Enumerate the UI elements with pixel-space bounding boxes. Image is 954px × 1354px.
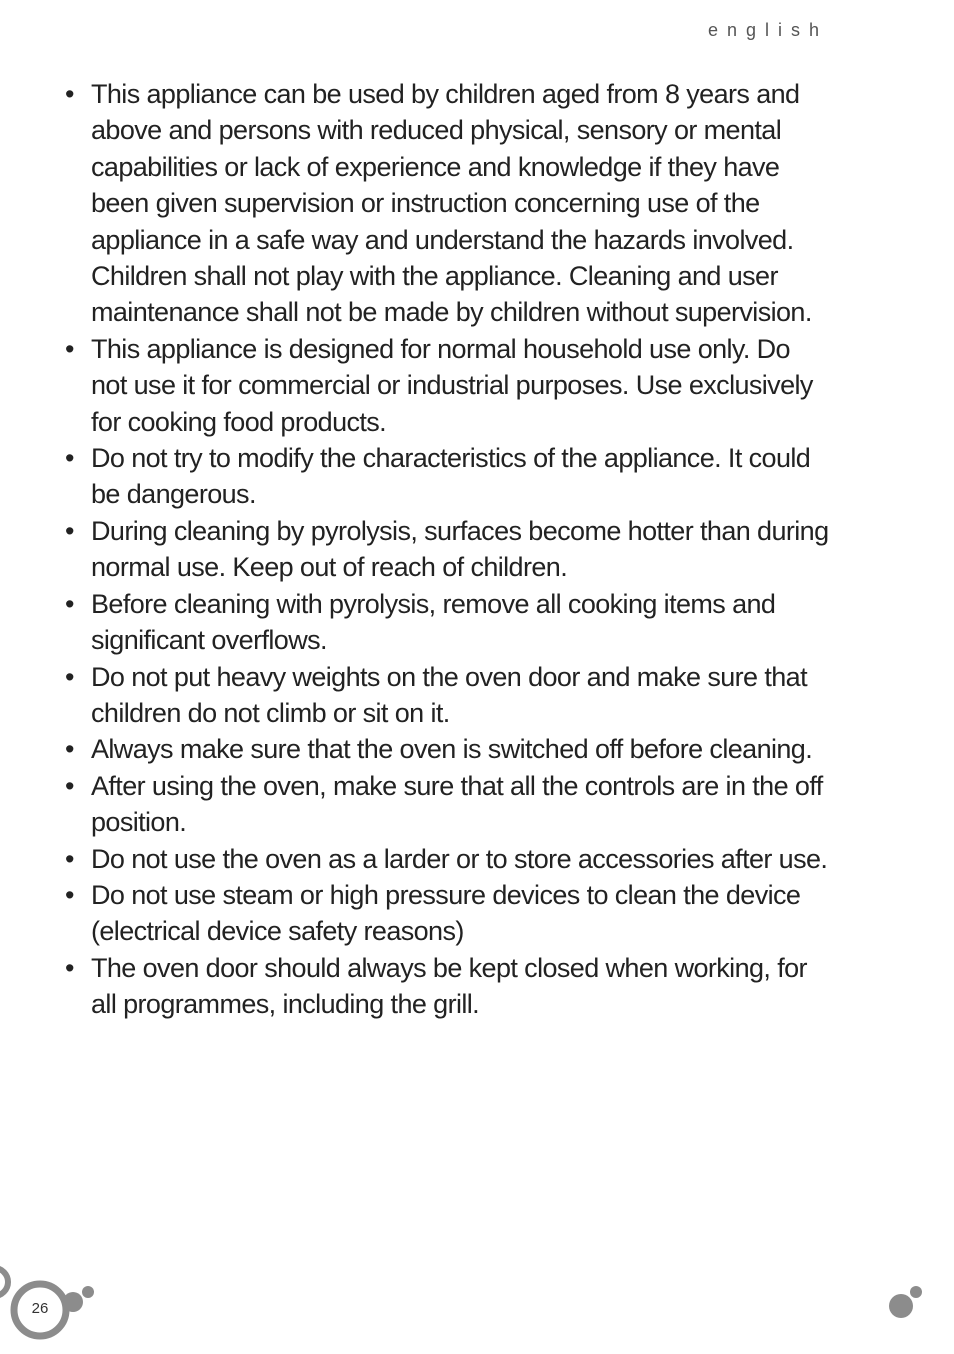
list-item (62, 440, 832, 513)
bullet-icon: • (65, 661, 74, 692)
list-item-text: This appliance can be used by children aged from 8 years and above and persons with reduced physical, sensory or mental capabilities or lack of experience and knowledge if they have been given supervision or instruction concerning use of the appliance in a safe way and understand the hazards involved. Children shall not play with the appliance. Cleaning and user maintenance shall not be made by children without supervision. (91, 79, 812, 328)
bullet-icon: • (65, 734, 74, 765)
list-item (62, 659, 832, 732)
bullet-icon: • (65, 588, 74, 619)
list-item (62, 768, 832, 841)
bullet-icon: • (65, 770, 74, 801)
bullet-icon: • (65, 333, 74, 364)
list-item (62, 841, 832, 877)
list-item-text: The oven door should always be kept closed when working, for all programmes, including the grill. (91, 952, 807, 1020)
safety-instructions (62, 76, 832, 1023)
list-item-text: Always make sure that the oven is switched off before cleaning. (91, 734, 813, 765)
bullet-icon: • (65, 843, 74, 874)
list-item-text: After using the oven, make sure that all the controls are in the off position. (91, 770, 823, 838)
bullet-icon: • (65, 879, 74, 910)
list-item-text: Do not use steam or high pressure devices to clean the device (electrical device safety reasons) (91, 879, 801, 947)
list-item-text: During cleaning by pyrolysis, surfaces become hotter than during normal use. Keep out of reach of children. (91, 515, 829, 583)
list-item (62, 731, 832, 767)
list-item-text: Do not try to modify the characteristics of the appliance. It could be dangerous. (91, 443, 811, 510)
list-item (62, 513, 832, 586)
list-item-text: Do not use the oven as a larder or to store accessories after use. (91, 843, 828, 874)
footer-dots-decoration (880, 1280, 930, 1330)
list-item (62, 586, 832, 659)
list-item-text: Before cleaning with pyrolysis, remove all cooking items and significant overflows. (91, 588, 776, 656)
bullet-icon: • (65, 79, 74, 109)
list-item (62, 331, 832, 440)
list-item (62, 76, 832, 331)
bullet-list (62, 76, 832, 1023)
page-number: 26 (31, 1300, 49, 1317)
footer-circles-decoration (0, 1262, 120, 1354)
list-item (62, 950, 832, 1023)
list-item-text: Do not put heavy weights on the oven door and make sure that children do not climb or sit on it. (91, 661, 807, 728)
list-item (62, 877, 832, 950)
language-label: english (707, 20, 828, 40)
list-item-text: This appliance is designed for normal household use only. Do not use it for commercial or industrial purposes. Use exclusively for cooking food products. (91, 333, 813, 437)
bullet-icon: • (65, 443, 74, 474)
bullet-icon: • (65, 952, 74, 983)
bullet-icon: • (65, 515, 74, 546)
